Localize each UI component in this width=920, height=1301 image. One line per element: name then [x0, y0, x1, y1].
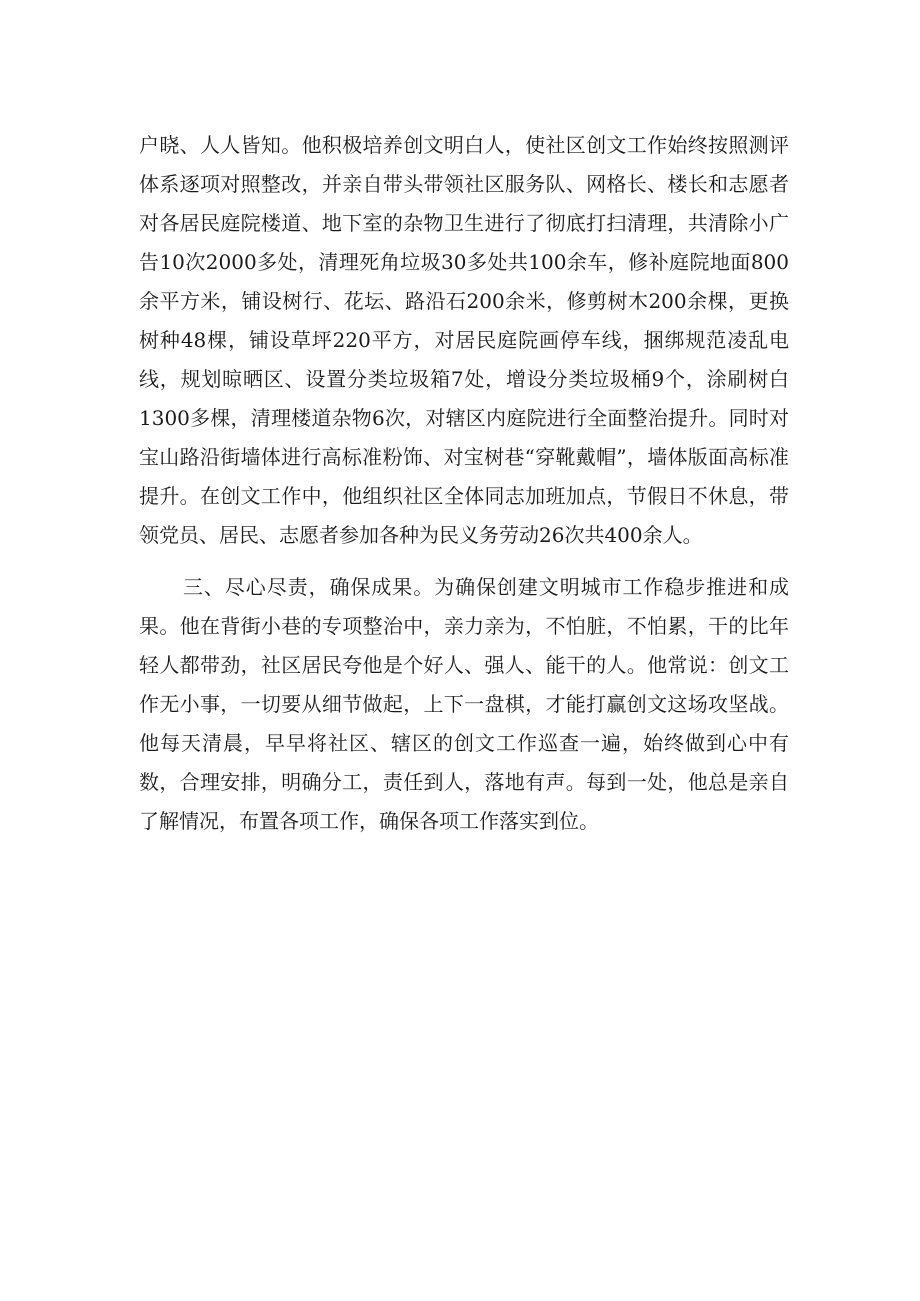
paragraph-section-three: 三、尽心尽责，确保成果。为确保创建文明城市工作稳步推进和成果。他在背街小巷的专项整治中，亲力亲为，不怕脏，不怕累，干的比年轻人都带劲，社区居民夸他是个好人、强人、能干的人。他常说：创文工作无小事，一切要从细节做起，上下一盘棋，才能打赢创文这场攻坚战。他每天清晨，早早将社区、辖区的创文工作巡查一遍，始终做到心中有数，合理安排，明确分工，责任到人，落地有声。每到一处，他总是亲自了解情况，布置各项工作，确保各项工作落实到位。	[139, 575, 789, 833]
paragraph-continuation: 户晓、人人皆知。他积极培养创文明白人，使社区创文工作始终按照测评体系逐项对照整改，并亲自带头带领社区服务队、网格长、楼长和志愿者对各居民庭院楼道、地下室的杂物卫生进行了彻底打扫清理，共清除小广告10次2000多处，清理死角垃圾30多处共100余车，修补庭院地面800余平方米，铺设树行、花坛、路沿石200余米，修剪树木200余棵，更换树种48棵，铺设草坪220平方，对居民庭院画停车线，捆绑规范凌乱电线，规划晾晒区、设置分类垃圾箱7处，增设分类垃圾桶9个，涂刷树白1300多棵，清理楼道杂物6次，对辖区内庭院进行全面整治提升。同时对宝山路沿街墙体进行高标准粉饰、对宝树巷“穿靴戴帽”，墙体版面高标准提升。在创文工作中，他组织社区全体同志加班加点，节假日不休息，带领党员、居民、志愿者参加各种为民义务劳动26次共400余人。	[139, 133, 789, 547]
document-body	[139, 126, 789, 841]
